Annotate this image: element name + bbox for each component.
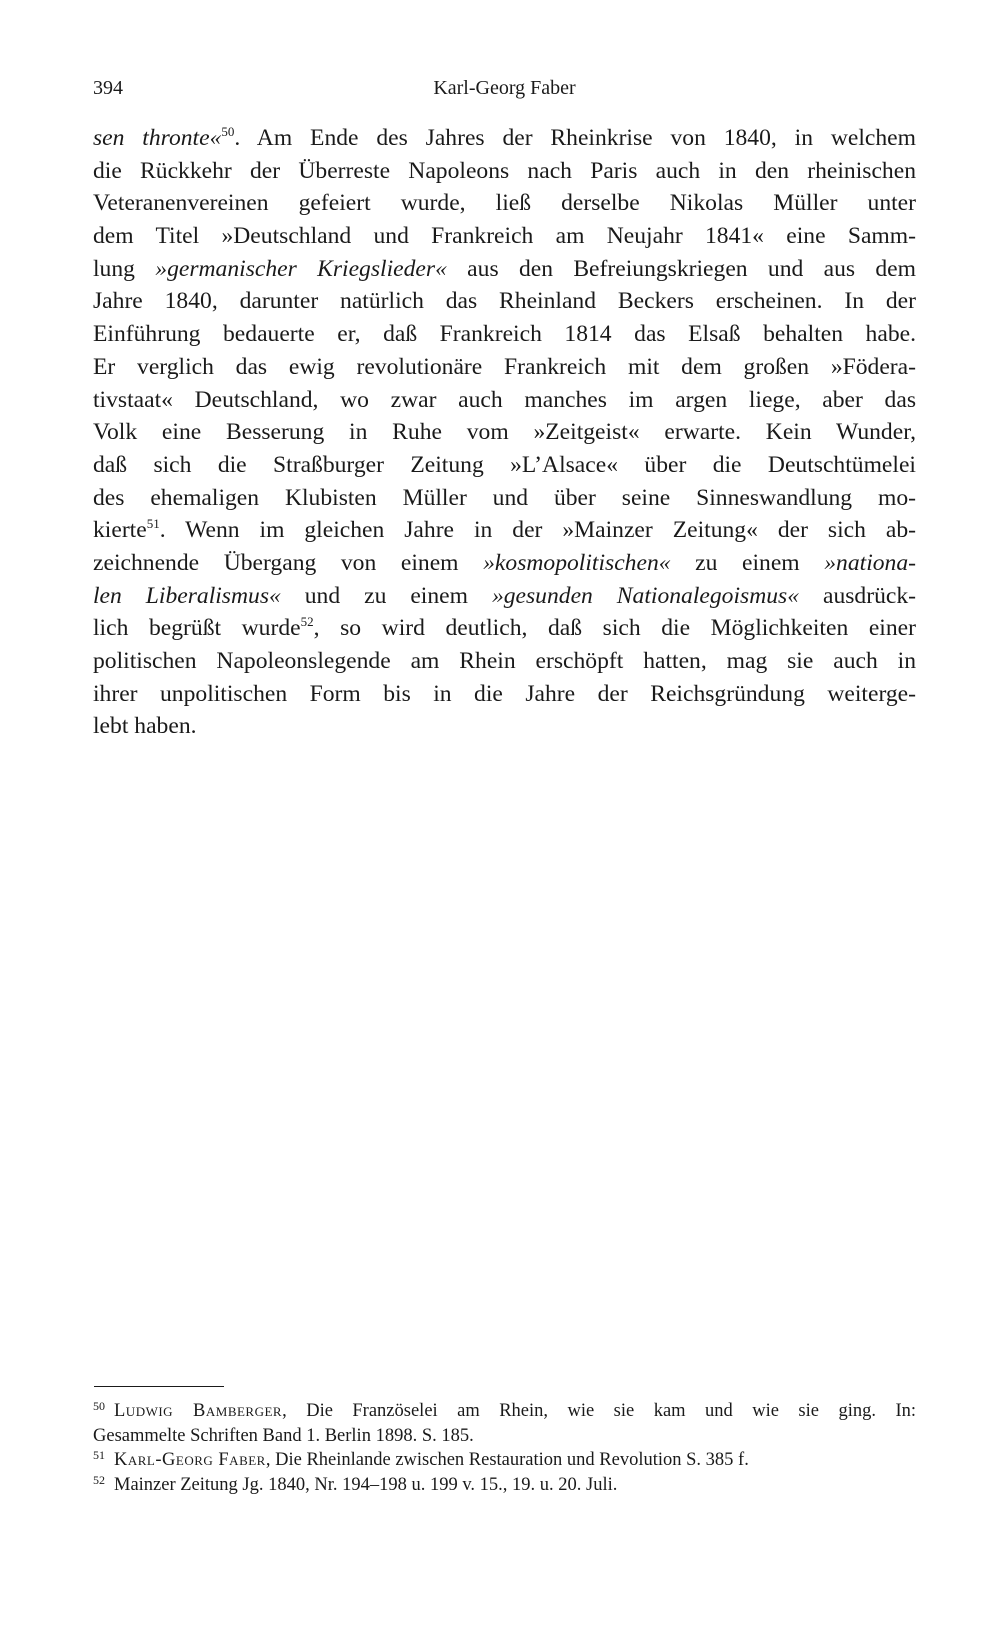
italic-quote: »germanischer Kriegslieder« — [155, 255, 447, 282]
footnote-number: 50 — [93, 1399, 105, 1413]
text-line: len Liberalismus« und zu einem »gesunden Nationalegoismus« ausdrück- — [93, 582, 916, 609]
footnote-ref-52[interactable]: 52 — [300, 614, 314, 630]
text-line: des ehemaligen Klubisten Müller und über seine Sinneswandlung mo- — [93, 484, 916, 511]
italic-quote: »kosmopolitischen« — [483, 549, 671, 576]
text-line: zeichnende Übergang von einem »kosmopolitischen« zu einem »nationa- — [93, 549, 916, 576]
text-line: kierte$^{51}$. Wenn im gleichen Jahre in der »Mainzer Zeitung« der sich ab- — [93, 516, 916, 544]
footnote-51: $^{51}$ Karl-Georg Faber, Die Rheinlande zwischen Restauration und Revolution S. 385 f. — [93, 1448, 749, 1471]
text-line: ihrer unpolitischen Form bis in die Jahre der Reichsgründung weiterge- — [93, 680, 916, 707]
text-line: Veteranenvereinen gefeiert wurde, ließ derselbe Nikolas Müller unter — [93, 190, 916, 217]
running-head: Karl-Georg Faber — [433, 77, 576, 99]
italic-quote: len Liberalismus« — [93, 582, 281, 609]
text-line: dem Titel »Deutschland und Frankreich am Neujahr 1841« eine Samm- — [93, 223, 916, 250]
footnote-50: $^{50}$ Ludwig Bamberger, Die Französelei am Rhein, wie sie kam und wie sie ging. In: — [93, 1399, 916, 1421]
footnote-divider — [94, 1386, 224, 1387]
text-line: Einführung bedauerte er, daß Frankreich 1814 das Elsaß behalten habe. — [93, 321, 916, 348]
footnote-52: $^{52}$ Mainzer Zeitung Jg. 1840, Nr. 194–198 u. 199 v. 15., 19. u. 20. Juli. — [93, 1472, 618, 1495]
footnote-ref-51[interactable]: 51 — [146, 516, 160, 532]
text-line: tivstaat« Deutschland, wo zwar auch manches im argen liege, aber das — [93, 386, 916, 413]
text-line: die Rückkehr der Überreste Napoleons nach Paris auch in den rheinischen — [93, 157, 916, 184]
text-line: politischen Napoleonslegende am Rhein erschöpft hatten, mag sie auch in — [93, 648, 916, 674]
page-number: 394 — [93, 77, 123, 99]
footnotes — [93, 1399, 916, 1497]
page-header — [93, 74, 916, 102]
text-line: lung »germanischer Kriegslieder« aus den Befreiungskriegen und aus dem — [93, 255, 916, 282]
footnote-author: Ludwig Bamberger — [114, 1401, 283, 1421]
text-line: daß sich die Straßburger Zeitung »L’Alsace« über die Deutschtümelei — [93, 451, 916, 478]
body-text — [93, 122, 916, 743]
text-line: lebt haben. — [93, 713, 197, 740]
text-line: sen thronte«$^{50}$. Am Ende des Jahres der Rheinkrise von 1840, in welchem — [93, 124, 916, 151]
italic-quote: sen thronte« — [93, 125, 222, 151]
italic-quote: »nationa- — [824, 549, 916, 576]
footnote-number: 52 — [93, 1472, 105, 1487]
footnote-number: 51 — [93, 1448, 105, 1463]
italic-quote: »gesunden Nationalegoismus« — [491, 582, 800, 609]
text-line: Er verglich das ewig revolutionäre Frankreich mit dem großen »Födera- — [93, 353, 916, 380]
footnote-author: Karl-Georg Faber — [114, 1450, 266, 1471]
footnote-ref-50[interactable]: 50 — [221, 124, 235, 139]
text-line: Jahre 1840, darunter natürlich das Rheinland Beckers erscheinen. In der — [93, 288, 916, 315]
text-line: lich begrüßt wurde$^{52}$, so wird deutlich, daß sich die Möglichkeiten einer — [93, 614, 916, 642]
footnote-50-continuation: Gesammelte Schriften Band 1. Berlin 1898. S. 185. — [93, 1425, 474, 1446]
text-line: Volk eine Besserung in Ruhe vom »Zeitgeist« erwarte. Kein Wunder, — [93, 419, 916, 446]
